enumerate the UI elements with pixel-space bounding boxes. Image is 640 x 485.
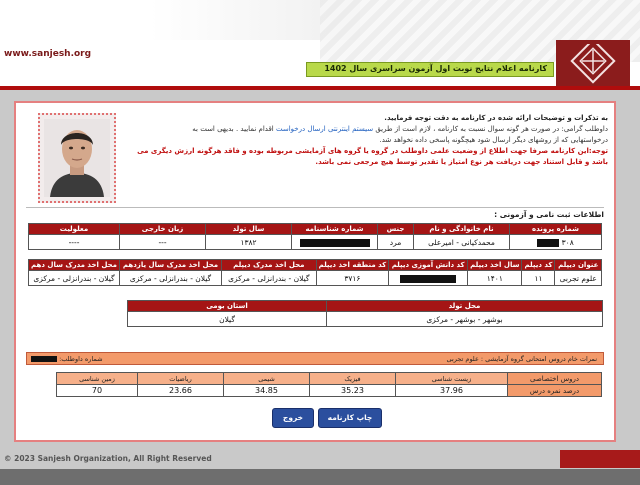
col-birth-year: سال تولد <box>206 224 292 235</box>
subject-physics: فیزیک <box>310 373 396 385</box>
candidate-number <box>31 355 103 363</box>
page-footer <box>0 450 640 485</box>
candidate-number-label: شماره داوطلب: <box>59 355 103 363</box>
report-card-panel <box>14 101 616 442</box>
footer-bar <box>0 469 640 485</box>
score-physics: 35.23 <box>310 385 396 397</box>
subject-math: ریاضیات <box>138 373 224 385</box>
instructions-line <box>120 124 608 135</box>
native-province-value: گیلان <box>128 312 327 327</box>
score-geology: 70 <box>57 385 138 397</box>
subject-biology: زیست شناسی <box>396 373 508 385</box>
col-birth-place: محل تولد <box>327 301 603 312</box>
region-code-value: ۳۷۱۶ <box>316 271 389 286</box>
foreign-language-value: --- <box>120 235 206 250</box>
id-number-cell <box>292 235 378 250</box>
specialized-subjects-header: دروس اختصاصی <box>508 373 602 385</box>
birth-year-value: ۱۳۸۲ <box>206 235 292 250</box>
diploma-title-value: علوم تجربی <box>555 271 602 286</box>
exit-button[interactable]: خروج <box>272 408 314 428</box>
table-row <box>29 235 602 250</box>
table-row-header <box>29 224 602 235</box>
subject-geology: زمین شناسی <box>57 373 138 385</box>
page-title: کارنامه اعلام نتایج نوبت اول آزمون سراسری سال 1402 <box>324 64 547 73</box>
table-row-header <box>29 260 602 271</box>
registration-section-title: اطلاعات ثبت نامی و آزمونی : <box>26 207 604 221</box>
person-photo-icon <box>44 119 110 197</box>
page-title-bar <box>306 62 554 77</box>
instructions-title: به تذکرات و توضیحات ارائه شده در کارنامه به دقت توجه فرمایید. <box>384 114 608 122</box>
sanjesh-logo[interactable] <box>556 40 630 88</box>
col-diploma-place: محل اخذ مدرک دیپلم <box>222 260 317 271</box>
col-diploma-title: عنوان دیپلم <box>555 260 602 271</box>
table-row <box>57 385 602 397</box>
footer-accent <box>560 450 640 468</box>
redacted-block <box>300 239 370 247</box>
gender-value: مرد <box>378 235 414 250</box>
warning-note: توجه:این کارنامه صرفا جهت اطلاع از وضعیت علمی داوطلب در گروه یا گروه های آزمایشی مربوطه بوده و فاقد هرگونه ارزش دیگری می باشد و قابل استناد جهت دریافت هر نوع امتیاز یا تقدیر توسط هیچ مرجعی نمی باشد. <box>137 147 608 166</box>
scores-title-bar <box>26 352 604 365</box>
table-row-header <box>57 373 602 385</box>
col-gender: جنس <box>378 224 414 235</box>
scores-table <box>56 372 602 397</box>
col-native-province: استان بومی <box>128 301 327 312</box>
redacted-block <box>31 356 57 362</box>
scores-title: نمرات خام دروس امتحانی گروه آزمایشی : علوم تجربی <box>446 355 597 363</box>
score-percent-label: درصد نمره درس <box>508 385 602 397</box>
col-grade10-place: محل اخذ مدرک سال دهم <box>29 260 120 271</box>
subject-chemistry: شیمی <box>224 373 310 385</box>
col-file-number: شماره پرونده <box>510 224 602 235</box>
copyright-text: © 2023 Sanjesh Organization, All Right Reserved <box>4 454 212 463</box>
instructions <box>120 113 608 168</box>
print-report-button[interactable]: چاپ کارنامه <box>318 408 382 428</box>
file-number-cell <box>510 235 602 250</box>
score-biology: 37.96 <box>396 385 508 397</box>
score-math: 23.66 <box>138 385 224 397</box>
score-chemistry: 34.85 <box>224 385 310 397</box>
registration-table-1 <box>28 223 602 250</box>
col-student-code: کد دانش آموزی دیپلم <box>389 260 468 271</box>
site-url[interactable]: www.sanjesh.org <box>4 49 92 59</box>
diploma-code-value: ۱۱ <box>522 271 555 286</box>
instructions-text: داوطلب گرامی: در صورت هر گونه سوال نسبت به کارنامه ، لازم است از طریق <box>375 125 608 133</box>
birth-place-value: بوشهر - بوشهر - مرکزی <box>327 312 603 327</box>
registration-table-3 <box>127 300 603 327</box>
col-diploma-year: سال اخذ دیپلم <box>468 260 522 271</box>
col-grade11-place: محل اخذ مدرک سال یازدهم <box>119 260 221 271</box>
col-diploma-code: کد دیپلم <box>522 260 555 271</box>
table-row-header <box>128 301 603 312</box>
redacted-block <box>400 275 456 283</box>
candidate-photo <box>38 113 116 203</box>
online-system-link[interactable]: سیستم اینترنتی <box>327 125 374 133</box>
diploma-year-value: ۱۴۰۱ <box>468 271 522 286</box>
redacted-block <box>537 239 559 247</box>
table-row <box>29 271 602 286</box>
col-id-number: شماره شناسنامه <box>292 224 378 235</box>
instructions-line-3: درخواستهایی که از روشهای دیگر ارسال شود هیچگونه پاسخی داده نخواهد شد. <box>379 136 608 144</box>
full-name-value: محمدکیانی - امیرعلی <box>414 235 510 250</box>
send-request-link[interactable]: ارسال درخواست <box>275 125 326 133</box>
grade10-place-value: گیلان - بندرانزلی - مرکزی <box>29 271 120 286</box>
header-divider <box>0 86 640 90</box>
diploma-place-value: گیلان - بندرانزلی - مرکزی <box>222 271 317 286</box>
grade11-place-value: گیلان - بندرانزلی - مرکزی <box>119 271 221 286</box>
col-region-code: کد منطقه اخذ دیپلم <box>316 260 389 271</box>
instructions-text-end: اقدام نمایید . بدیهی است به <box>192 125 274 133</box>
col-foreign-language: زبان خارجی <box>120 224 206 235</box>
col-disability: معلولیت <box>29 224 120 235</box>
col-full-name: نام خانوادگی و نام <box>414 224 510 235</box>
page-header <box>0 0 640 90</box>
table-row <box>128 312 603 327</box>
logo-emblem-icon <box>562 44 624 84</box>
student-code-cell <box>389 271 468 286</box>
file-number-value: ۳۰۸ <box>561 237 574 247</box>
registration-table-2 <box>28 259 602 286</box>
disability-value: ---- <box>29 235 120 250</box>
